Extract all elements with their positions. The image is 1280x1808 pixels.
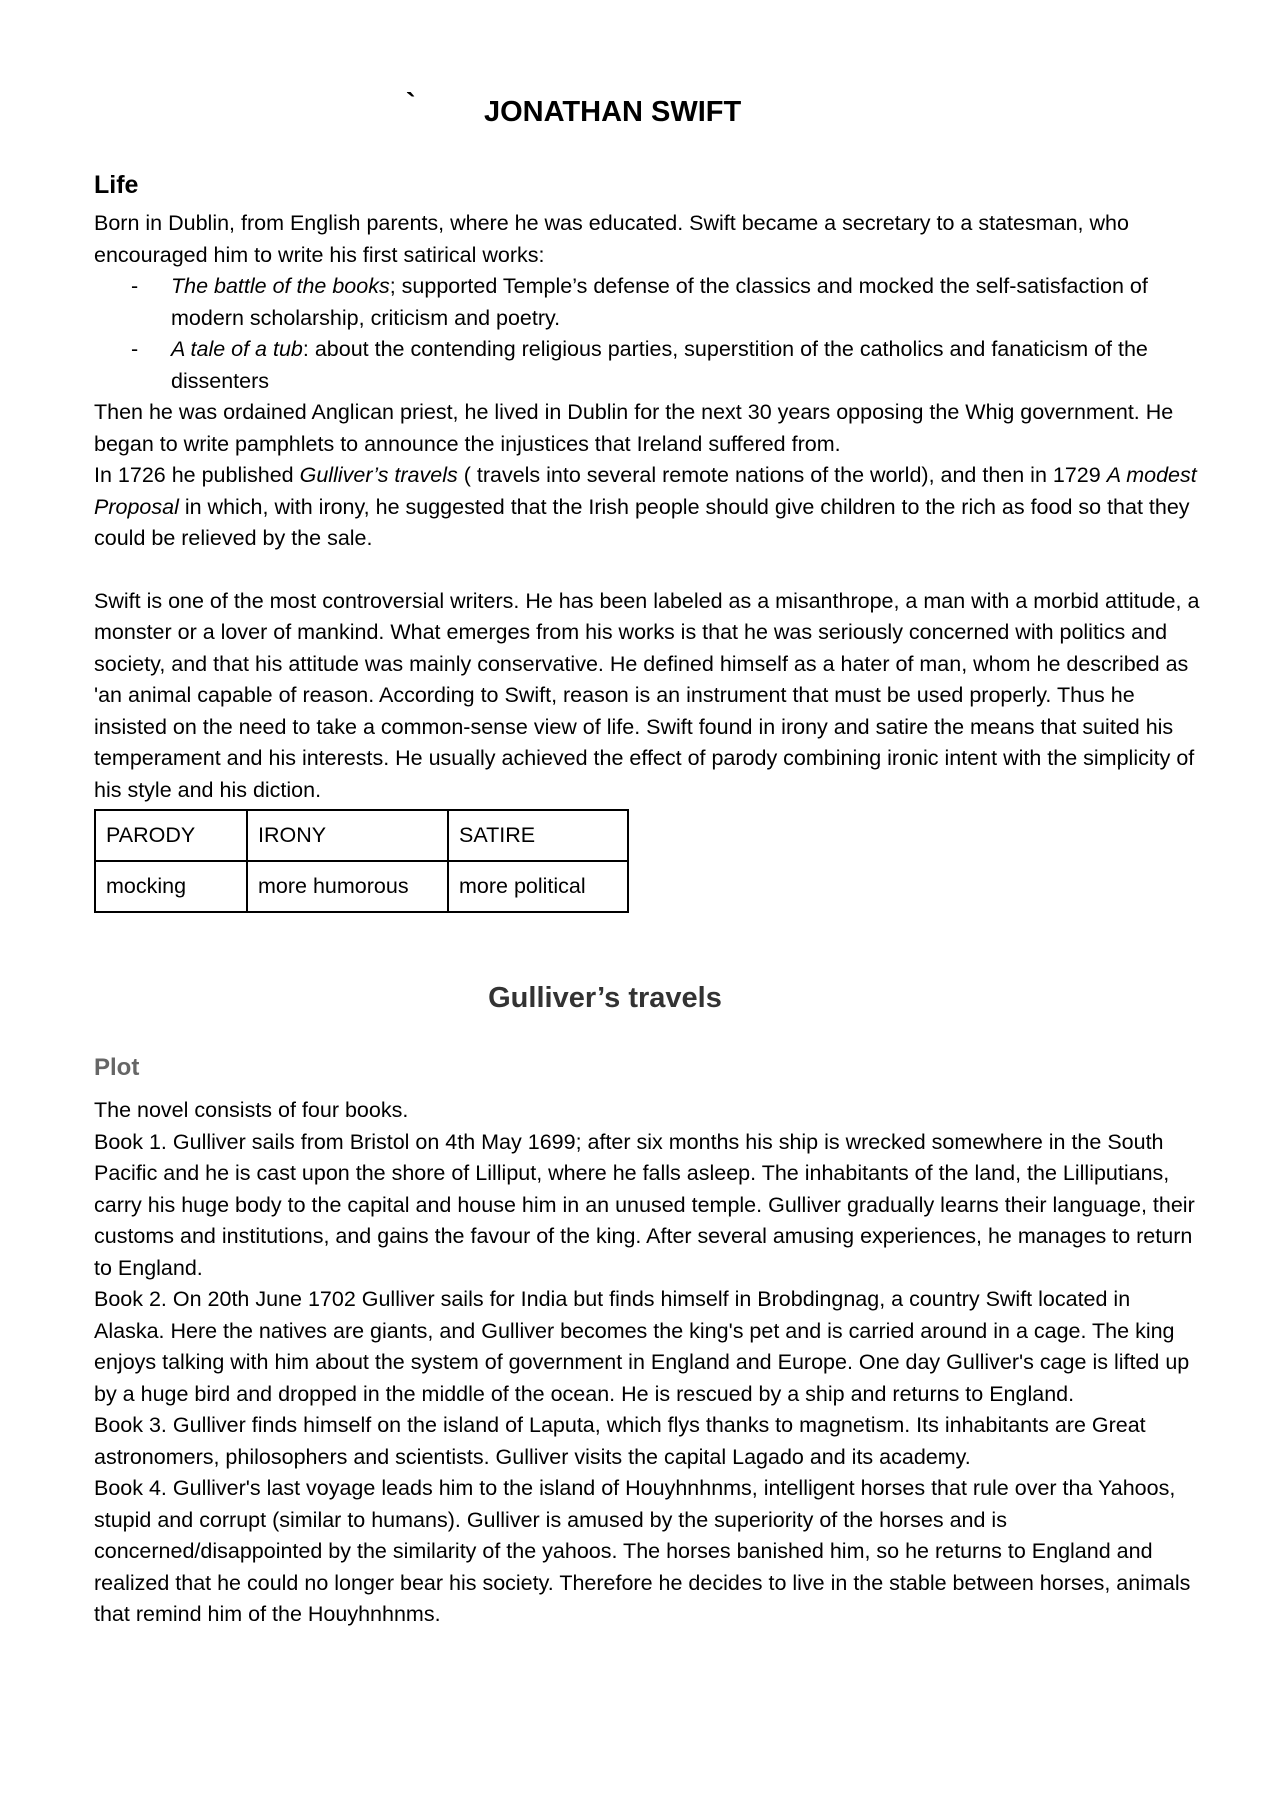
plot-line: The novel consists of four books. [94, 1098, 409, 1122]
work-title: The battle of the books [171, 274, 390, 298]
work-description: : about the contending religious parties, superstition of the catholics and fanaticism of the dissenters [171, 337, 1148, 393]
terms-table [94, 809, 629, 913]
text-run: in which, with irony, he suggested that the Irish people should give children to the rich as food so that they could be relieved by the sale. [94, 494, 1190, 550]
table-row [95, 861, 628, 912]
plot-heading: Plot [94, 1054, 140, 1081]
list-item [171, 271, 1204, 334]
work-description: ; supported Temple’s defense of the classics and mocked the self-satisfaction of modern scholarship, criticism and poetry. [171, 274, 1148, 330]
gulliver-heading: Gulliver’s travels [488, 982, 722, 1014]
plot-line: Book 4. Gulliver's last voyage leads him to the island of Houyhnhnms, intelligent horses that rule over tha Yahoos, stupid and corrupt (similar to humans). Gulliver is amused by the superiority of the horses and is concerned/disappointed by the similarity of the yahoos. The horses banished him, so he returns to England and realized that he could no longer bear his society. Therefore he decides to live in the stable between horses, animals that remind him of the Houyhnhnms. [94, 1476, 1191, 1626]
table-cell: mocking [95, 861, 247, 912]
plot-line: Book 1. Gulliver sails from Bristol on 4th May 1699; after six months his ship is wrecked somewhere in the South Pacific and he is cast upon the shore of Lilliput, where he falls asleep. The inhabitants of the land, the Lilliputians, carry his huge body to the capital and house him in an unused temple. Gulliver gradually learns their language, their customs and institutions, and gains the favour of the king. After several amusing experiences, he manages to return to England. [94, 1129, 1195, 1280]
plot-line: Book 2. On 20th June 1702 Gulliver sails for India but finds himself in Brobdingnag, a country Swift located in Alaska. Here the natives are giants, and Gulliver becomes the king's pet and is carried around in a cage. The king enjoys talking with him about the system of government in England and Europe. One day Gulliver's cage is lifted up by a huge bird and dropped in the middle of the ocean. He is rescued by a ship and returns to England. [94, 1287, 1190, 1406]
work-title: Gulliver’s travels [299, 463, 458, 487]
work-title: A tale of a tub [171, 337, 303, 361]
plot-line: Book 3. Gulliver finds himself on the island of Laputa, which flys thanks to magnetism. Its inhabitants are Great astronomers, philosophers and scientists. Gulliver visits the capital Lagado and its academy. [94, 1413, 1146, 1469]
work-title: A modest Proposal [94, 463, 1197, 519]
list-item [171, 334, 1204, 397]
life-intro: Born in Dublin, from English parents, where he was educated. Swift became a secretary to a statesman, who encouraged him to write his first satirical works: [94, 211, 1129, 267]
title-backtick: ` [406, 88, 416, 120]
life-paragraph-3 [94, 460, 1204, 555]
table-header-cell: PARODY [95, 810, 247, 861]
table-cell: more humorous [247, 861, 448, 912]
table-cell: more political [448, 861, 628, 912]
title-text: JONATHAN SWIFT [484, 96, 742, 128]
document-page [94, 88, 1204, 1631]
paragraph-gap [94, 555, 1204, 586]
table-header-cell: IRONY [247, 810, 448, 861]
life-paragraph-4: Swift is one of the most controversial writers. He has been labeled as a misanthrope, a man with a morbid attitude, a monster or a lover of mankind. What emerges from his works is that he was seriously concerned with politics and society, and that his attitude was mainly conservative. He defined himself as a hater of man, whom he described as 'an animal capable of reason. According to Swift, reason is an instrument that must be used properly. Thus he insisted on the need to take a common-sense view of life. Swift found in irony and satire the means that suited his temperament and his interests. He usually achieved the effect of parody combining ironic intent with the simplicity of his style and his diction. [94, 588, 1200, 802]
life-paragraph-2: Then he was ordained Anglican priest, he lived in Dublin for the next 30 years opposing the Whig government. He began to write pamphlets to announce the injustices that Ireland suffered from. [94, 400, 1174, 456]
text-run: In 1726 he published [94, 463, 300, 487]
works-list [94, 271, 1204, 397]
table-row [95, 810, 628, 861]
life-heading: Life [94, 171, 139, 199]
text-run: ( travels into several remote nations of the world), and then in 1729 [457, 463, 1107, 487]
document-title [94, 88, 1204, 134]
table-header-cell: SATIRE [448, 810, 628, 861]
